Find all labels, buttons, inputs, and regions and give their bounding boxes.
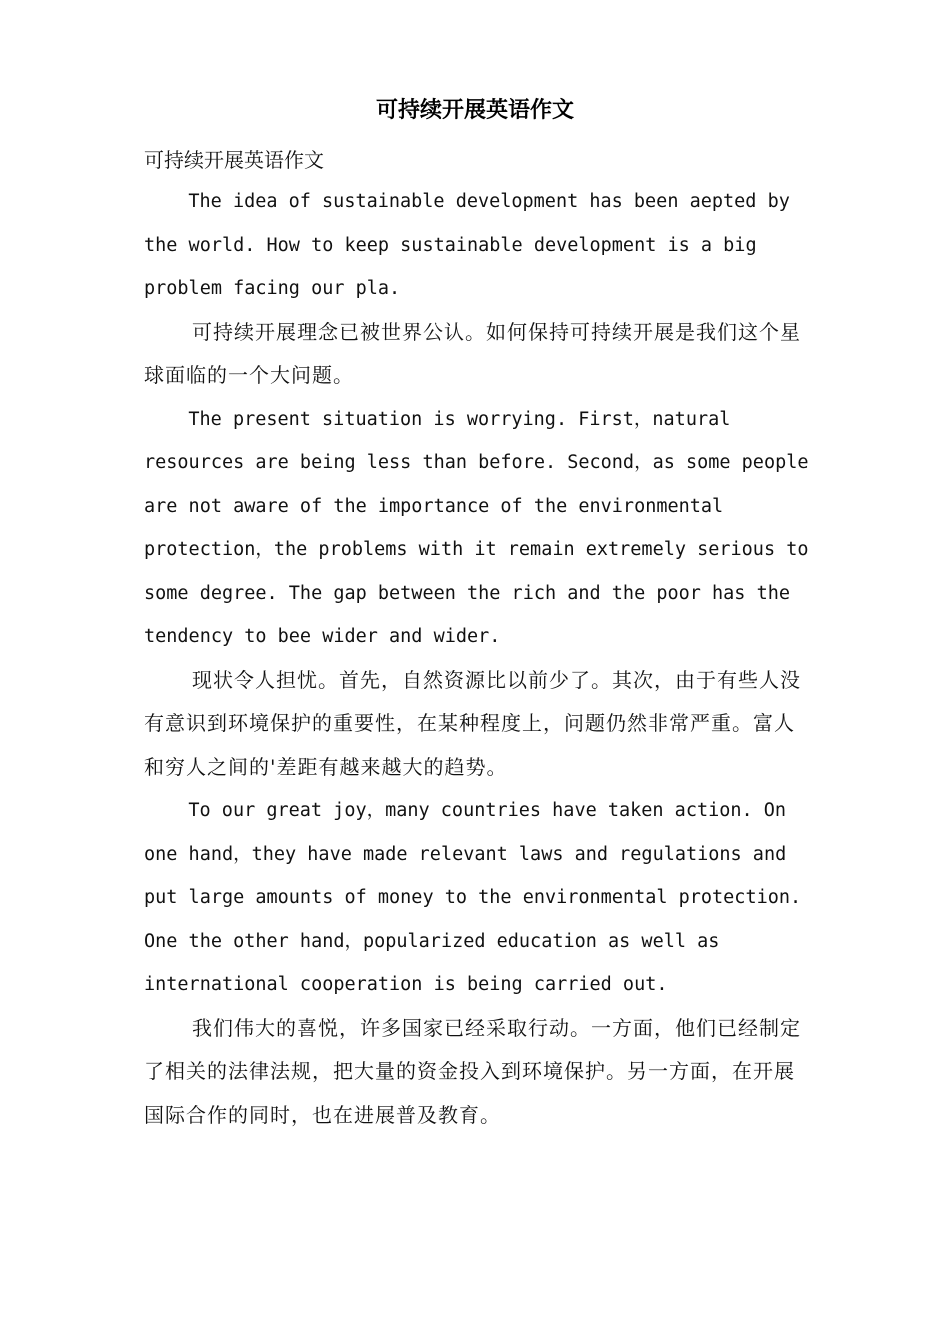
document-title: 可持续开展英语作文 xyxy=(375,97,574,123)
document-subtitle: 可持续开展英语作文 xyxy=(144,148,324,172)
paragraph-chinese-3: 我们伟大的喜悦，许多国家已经采取行动。一方面，他们已经制定了相关的法律法规，把大量的资金投入到环境保护。另一方面，在开展国际合作的同时，也在进展普及教育。 xyxy=(144,1015,801,1127)
paragraph-english-2: The present situation is worrying. First，natural resources are being less than before. Second，as some people are not aware of the importance of the environmental protection，the problems with it remain extremely serious to some degree. The gap between the rich and the poor has the tendency to bee wider and wider. xyxy=(144,408,809,647)
paragraph-english-1: The idea of sustainable development has been aepted by the world. How to keep sustainable development is a big problem facing our pla. xyxy=(144,191,790,299)
document-body xyxy=(144,140,809,1137)
paragraph-chinese-1: 可持续开展理念已被世界公认。如何保持可持续开展是我们这个星球面临的一个大问题。 xyxy=(144,319,801,387)
paragraph-english-3: To our great joy，many countries have taken action. On one hand，they have made relevant laws and regulations and put large amounts of money to the environmental protection. One the other hand，popularized education as well as international cooperation is being carried out. xyxy=(144,800,802,995)
paragraph-chinese-2: 现状令人担忧。首先，自然资源比以前少了。其次，由于有些人没有意识到环境保护的重要性，在某种程度上，问题仍然非常严重。富人和穷人之间的'差距有越来越大的趋势。 xyxy=(144,667,801,779)
